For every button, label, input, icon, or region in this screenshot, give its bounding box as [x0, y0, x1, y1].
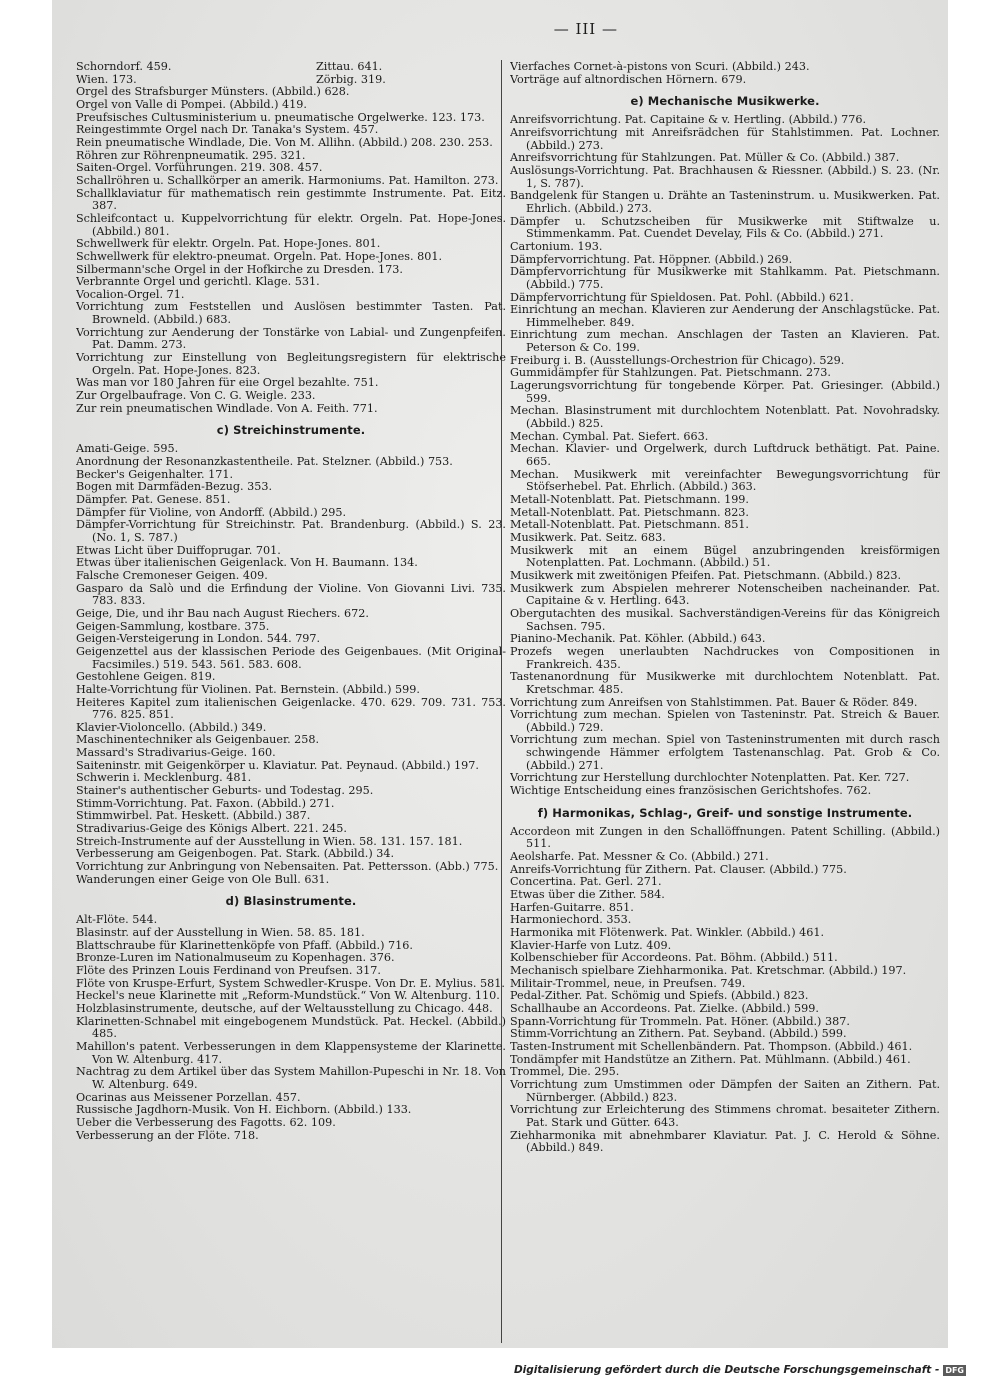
index-entry: Verbesserung am Geigenbogen. Pat. Stark. (Abbild.) 34.	[76, 847, 395, 861]
index-entry: Concertina. Pat. Gerl. 271.	[510, 875, 662, 889]
index-entry: Harmoniechord. 353.	[510, 913, 632, 927]
section-heading: e) Mechanische Musikwerke.	[630, 94, 820, 109]
index-entry: Schallklaviatur für mathematisch rein gestimmte Instrumente. Pat. Eitz. 387.	[76, 186, 506, 213]
index-entry: Etwas über die Zither. 584.	[510, 888, 665, 902]
section-heading: c) Streichinstrumente.	[216, 423, 366, 438]
scanned-page	[52, 0, 948, 1348]
index-entry: Vorrichtung zum Umstimmen oder Dämpfen der Saiten an Zithern. Pat. Nürnberger. (Abbild.) 823.	[510, 1077, 940, 1104]
index-entry: Mechanisch spielbare Ziehharmonika. Pat. Kretschmar. (Abbild.) 197.	[510, 963, 907, 977]
index-entry: Vorrichtung zum Anreifsen von Stahlstimmen. Pat. Bauer & Röder. 849.	[510, 695, 918, 709]
index-entry: Geigen-Versteigerung in London. 544. 797.	[76, 632, 321, 646]
index-entry: Stradivarius-Geige des Königs Albert. 221. 245.	[76, 822, 347, 836]
index-entry: Mechan. Cymbal. Pat. Siefert. 663.	[510, 429, 709, 443]
index-entry: Orgel von Valle di Pompei. (Abbild.) 419.	[76, 97, 307, 111]
index-entry: Bogen mit Darmfäden-Bezug. 353.	[76, 480, 273, 494]
index-entry: Bandgelenk für Stangen u. Drähte an Tasteninstrum. u. Musikwerken. Pat. Ehrlich. (Abbild.) 273.	[510, 189, 940, 215]
index-entry: Blasinstr. auf der Ausstellung in Wien. 58. 85. 181.	[76, 926, 365, 939]
index-entry: Auslösungs-Vorrichtung. Pat. Brachhausen & Riessner. (Abbild.) S. 23. (Nr. 1, S. 787).	[510, 163, 940, 190]
section-heading: d) Blasinstrumente.	[225, 894, 357, 909]
index-entry: Stainer's authentischer Geburts- und Todestag. 295.	[76, 784, 374, 798]
index-entry: Alt-Flöte. 544.	[76, 913, 158, 927]
index-entry: Halte-Vorrichtung für Violinen. Pat. Bernstein. (Abbild.) 599.	[76, 682, 420, 696]
index-entry: Mechan. Blasinstrument mit durchlochtem Notenblatt. Pat. Novohradsky. (Abbild.) 825.	[510, 404, 940, 431]
index-entry: Massard's Stradivarius-Geige. 160.	[76, 746, 276, 760]
index-entry: Zörbig. 319.	[316, 72, 386, 86]
index-entry: Vorrichtung zur Einstellung von Begleitungsregistern für elektrische Orgeln. Pat. Hope-Jones. 823.	[76, 351, 506, 377]
index-entry: Musikwerk mit an einem Bügel anzubringenden kreisförmigen Notenplatten. Pat. Lochmann. (Abbild.) 51.	[510, 543, 940, 570]
index-entry: Anreifsvorrichtung für Stahlzungen. Pat. Müller & Co. (Abbild.) 387.	[510, 151, 900, 165]
index-entry: Vorrichtung zum Feststellen und Auslösen bestimmter Tasten. Pat. Browneld. (Abbild.) 683.	[76, 300, 506, 327]
left-column	[76, 61, 506, 1331]
index-entry: Tasten-Instrument mit Schellenbändern. Pat. Thompson. (Abbild.) 461.	[510, 1039, 913, 1053]
index-entry: Rein pneumatische Windlade, Die. Von M. Allihn. (Abbild.) 208. 230. 253.	[76, 135, 493, 149]
dfg-logo: DFG	[945, 1365, 964, 1375]
index-entry: Metall-Notenblatt. Pat. Pietschmann. 851.	[510, 518, 749, 532]
index-entry: Vorrichtung zur Aenderung der Tonstärke von Labial- und Zungenpfeifen. Pat. Damm. 273.	[76, 325, 506, 352]
index-entry: Tondämpfer mit Handstütze an Zithern. Pat. Mühlmann. (Abbild.) 461.	[510, 1052, 911, 1066]
footer-credit	[514, 1364, 966, 1376]
index-entry: Dämpfer. Pat. Genese. 851.	[76, 493, 231, 506]
index-entry: Zittau. 641.	[316, 61, 383, 73]
index-entry: Silbermann'sche Orgel in der Hofkirche zu Dresden. 173.	[76, 262, 403, 276]
index-entry: Ueber die Verbesserung des Fagotts. 62. 109.	[76, 1115, 336, 1129]
index-entry: Schwellwerk für elektr. Orgeln. Pat. Hope-Jones. 801.	[76, 237, 381, 251]
index-entry: Einrichtung an mechan. Klavieren zur Aenderung der Anschlagstücke. Pat. Himmelheber. 849.	[510, 303, 940, 329]
index-entry: Dämpfervorrichtung. Pat. Höppner. (Abbild.) 269.	[510, 252, 793, 266]
index-entry: Metall-Notenblatt. Pat. Pietschmann. 199.	[510, 493, 749, 506]
index-entry: Verbesserung an der Flöte. 718.	[76, 1128, 259, 1142]
index-entry: Heiteres Kapitel zum italienischen Geigenlacke. 470. 629. 709. 731. 753. 776. 825. 851.	[76, 695, 506, 722]
index-entry: Flöte des Prinzen Louis Ferdinand von Preufsen. 317.	[76, 963, 381, 977]
index-entry: Saiteninstr. mit Geigenkörper u. Klaviatur. Pat. Peynaud. (Abbild.) 197.	[76, 758, 479, 772]
index-entry: Geigen-Sammlung, kostbare. 375.	[76, 619, 270, 633]
index-entry: Accordeon mit Zungen in den Schallöffnungen. Patent Schilling. (Abbild.) 511.	[510, 824, 940, 851]
index-entry: Harmonika mit Flötenwerk. Pat. Winkler. (Abbild.) 461.	[510, 926, 825, 939]
index-entry: Holzblasinstrumente, deutsche, auf der Weltausstellung zu Chicago. 448.	[76, 1001, 493, 1015]
index-entry: Mahillon's patent. Verbesserungen in dem Klappensysteme der Klarinette. Von W. Altenburg. 417.	[76, 1039, 506, 1066]
right-column	[510, 61, 940, 1331]
index-entry: Stimmwirbel. Pat. Heskett. (Abbild.) 387.	[76, 809, 311, 823]
index-entry: Anordnung der Resonanzkastentheile. Pat. Stelzner. (Abbild.) 753.	[76, 455, 453, 469]
index-entry: Ziehharmonika mit abnehmbarer Klaviatur. Pat. J. C. Herold & Söhne. (Abbild.) 849.	[510, 1128, 940, 1155]
index-entry: Lagerungsvorrichtung für tongebende Körper. Pat. Griesinger. (Abbild.) 599.	[510, 379, 940, 405]
section-heading: f) Harmonikas, Schlag-, Greif- und sonstige Instrumente.	[537, 805, 913, 820]
index-entry: Gasparo da Salò und die Erfindung der Violine. Von Giovanni Livi. 735. 783. 833.	[76, 581, 506, 608]
index-entry: Klavier-Harfe von Lutz. 409.	[510, 938, 672, 952]
index-entry: Schleifcontact u. Kuppelvorrichtung für elektr. Orgeln. Pat. Hope-Jones. (Abbild.) 801.	[76, 211, 506, 238]
page-number: — III —	[553, 20, 618, 38]
index-entry: Was man vor 180 Jahren für ei⁠ıe Orgel bezahlte. 751.	[76, 376, 379, 390]
index-entry: Becker's Geigenhalter. 171.	[76, 467, 234, 481]
index-entry: Amati-Geige. 595.	[76, 442, 179, 456]
index-entry: Falsche Cremoneser Geigen. 409.	[76, 568, 268, 582]
index-entry: Schallhaube an Accordeons. Pat. Zielke. (Abbild.) 599.	[510, 1001, 819, 1015]
index-entry: Musikwerk mit zweitönigen Pfeifen. Pat. Pietschmann. (Abbild.) 823.	[510, 568, 902, 582]
index-entry: Freiburg i. B. (Ausstellungs-Orchestrion für Chicago). 529.	[510, 353, 845, 367]
index-entry: Dämpfer für Violine, von Andorff. (Abbild.) 295.	[76, 505, 347, 519]
index-entry: Schwellwerk für elektro-pneumat. Orgeln. Pat. Hope-Jones. 801.	[76, 249, 443, 263]
index-entry: Wien. 173.	[76, 72, 137, 86]
index-entry: Einrichtung zum mechan. Anschlagen der Tasten an Klavieren. Pat. Peterson & Co. 199.	[510, 328, 940, 355]
index-entry: Prozefs wegen unerlaubten Nachdruckes von Compositionen in Frankreich. 435.	[510, 644, 940, 671]
index-entry: Heckel's neue Klarinette mit „Reform-Mundstück.“ Von W. Altenburg. 110.	[76, 989, 500, 1003]
index-entry: Preufsisches Cultusministerium u. pneumatische Orgelwerke. 123. 173.	[76, 110, 485, 124]
index-entry: Dämpfer-Vorrichtung für Streichinstr. Pat. Brandenburg. (Abbild.) S. 23. (No. 1, S. 787.)	[76, 518, 506, 544]
index-entry: Musikwerk zum Abspielen mehrerer Notenscheiben nacheinander. Pat. Capitaine & v. Hertling. 643.	[510, 581, 940, 608]
index-entry: Zur Orgelbaufrage. Von C. G. Weigle. 233.	[76, 389, 316, 403]
index-entry: Trommel, Die. 295.	[510, 1065, 620, 1079]
index-entry: Stimm-Vorrichtung. Pat. Faxon. (Abbild.) 271.	[76, 796, 335, 810]
index-entry: Mechan. Klavier- und Orgelwerk, durch Luftdruck bethätigt. Pat. Paine. 665.	[510, 442, 940, 469]
index-entry: Verbrannte Orgel und gerichtl. Klage. 531.	[76, 275, 320, 289]
index-entry: Geige, Die, und ihr Bau nach August Riechers. 672.	[76, 606, 369, 620]
index-entry: Ocarinas aus Meissener Porzellan. 457.	[76, 1090, 301, 1104]
index-entry: Wanderungen einer Geige von Ole Bull. 631.	[76, 872, 330, 886]
index-entry: Anreifsvorrichtung mit Anreifsrädchen für Stahlstimmen. Pat. Lochner. (Abbild.) 273.	[510, 125, 940, 152]
index-entry: Pedal-Zither. Pat. Schömig und Spiefs. (Abbild.) 823.	[510, 989, 809, 1003]
index-entry: Gummidämpfer für Stahlzungen. Pat. Pietschmann. 273.	[510, 366, 831, 380]
index-entry: Anreifs-Vorrichtung für Zithern. Pat. Clauser. (Abbild.) 775.	[510, 862, 847, 876]
index-entry: Vorrichtung zum mechan. Spielen von Tasteninstr. Pat. Streich & Bauer. (Abbild.) 729.	[510, 708, 940, 734]
index-entry: Zur rein pneumatischen Windlade. Von A. Feith. 771.	[76, 401, 378, 415]
index-entry: Vorrichtung zur Erleichterung des Stimmens chromat. besaiteter Zithern. Pat. Stark und Gütter. 643.	[510, 1103, 940, 1129]
index-entry: Stimm-Vorrichtung an Zithern. Pat. Seyband. (Abbild.) 599.	[510, 1027, 847, 1041]
index-entry: Wichtige Entscheidung eines französischen Gerichtshofes. 762.	[510, 784, 872, 798]
index-entry: Dämpfer u. Schutzscheiben für Musikwerke mit Stiftwalze u. Stimmenkamm. Pat. Cuendet Develay, Fils & Co. (Abbild.) 271.	[510, 214, 940, 241]
index-entry: Metall-Notenblatt. Pat. Pietschmann. 823.	[510, 505, 749, 519]
index-entry: Musikwerk. Pat. Seitz. 683.	[510, 530, 666, 544]
index-entry: Klarinetten-Schnabel mit eingebogenem Mundstück. Pat. Heckel. (Abbild.) 485.	[76, 1014, 506, 1041]
index-entry: Orgel des Strafsburger Münsters. (Abbild.) 628.	[76, 85, 350, 99]
index-entry: Mechan. Musikwerk mit vereinfachter Bewegungsvorrichtung für Stöfserhebel. Pat. Ehrlich. (Abbild.) 363.	[510, 467, 940, 494]
index-entry: Maschinentechniker als Geigenbauer. 258.	[76, 733, 320, 747]
index-entry-pair	[76, 61, 506, 74]
index-entry: Obergutachten des musikal. Sachverständigen-Vereins für das Königreich Sachsen. 795.	[510, 606, 940, 633]
index-entry: Vorrichtung zum mechan. Spiel von Tasteninstrumenten mit durch rasch schwingende Hämmer erfolgtem Tastenanschlag. Pat. Grob & Co. (Abbild.) 271.	[510, 733, 940, 772]
index-entry: Flöte von Kruspe-Erfurt, System Schwedler-Kruspe. Von Dr. E. Mylius. 581.	[76, 976, 505, 990]
index-entry: Saiten-Orgel. Vorführungen. 219. 308. 457.	[76, 161, 323, 175]
index-entry: Dämpfervorrichtung für Musikwerke mit Stahlkamm. Pat. Pietschmann. (Abbild.) 775.	[510, 265, 940, 291]
index-entry: Russische Jagdhorn-Musik. Von H. Eichborn. (Abbild.) 133.	[76, 1103, 412, 1117]
index-entry: Nachtrag zu dem Artikel über das System Mahillon-Pupeschi in Nr. 18. Von W. Altenburg. 649.	[76, 1065, 506, 1091]
index-entry: Etwas Licht über Duiffoprugar. 701.	[76, 543, 281, 557]
index-entry: Spann-Vorrichtung für Trommeln. Pat. Höner. (Abbild.) 387.	[510, 1014, 850, 1028]
index-entry: Reingestimmte Orgel nach Dr. Tanaka's System. 457.	[76, 123, 379, 137]
index-entry: Bronze-Luren im Nationalmuseum zu Kopenhagen. 376.	[76, 951, 395, 965]
index-entry: Anreifsvorrichtung. Pat. Capitaine & v. Hertling. (Abbild.) 776.	[510, 113, 867, 127]
index-entry: Pianino-Mechanik. Pat. Köhler. (Abbild.) 643.	[510, 632, 766, 646]
index-entry: Tastenanordnung für Musikwerke mit durchlochtem Notenblatt. Pat. Kretschmar. 485.	[510, 670, 940, 696]
index-entry: Vorrichtung zur Anbringung von Nebensaiten. Pat. Pettersson. (Abb.) 775.	[76, 860, 499, 874]
index-entry: Schallröhren u. Schallkörper an amerik. Harmoniums. Pat. Hamilton. 273.	[76, 173, 499, 187]
index-entry: Kolbenschieber für Accordeons. Pat. Böhm. (Abbild.) 511.	[510, 951, 838, 965]
index-entry: Geigenzettel aus der klassischen Periode des Geigenbaues. (Mit Original-Facsimiles.) 519. 543. 561. 583. 608.	[76, 644, 506, 671]
index-entry: Harfen-Guitarre. 851.	[510, 900, 634, 914]
index-entry: Etwas über italienischen Geigenlack. Von H. Baumann. 134.	[76, 556, 418, 570]
index-entry: Streich-Instrumente auf der Ausstellung in Wien. 58. 131. 157. 181.	[76, 834, 463, 848]
index-entry: Vorträge auf altnordischen Hörnern. 679.	[510, 72, 747, 86]
index-entry: Klavier-Violoncello. (Abbild.) 349.	[76, 720, 267, 734]
index-entry: Schorndorf. 459.	[76, 61, 172, 73]
index-entry: Vocalion-Orgel. 71.	[76, 287, 185, 301]
index-entry: Militair-Trommel, neue, in Preufsen. 749.	[510, 976, 746, 990]
index-entry: Cartonium. 193.	[510, 239, 603, 253]
index-entry: Dämpfervorrichtung für Spieldosen. Pat. Pohl. (Abbild.) 621.	[510, 290, 854, 304]
footer-text: Digitalisierung gefördert durch die Deutsche Forschungsgemeinschaft -	[513, 1364, 940, 1376]
index-entry: Aeolsharfe. Pat. Messner & Co. (Abbild.) 271.	[510, 850, 769, 864]
index-entry: Blattschraube für Klarinettenköpfe von Pfaff. (Abbild.) 716.	[76, 938, 413, 952]
index-entry: Gestohlene Geigen. 819.	[76, 670, 216, 684]
index-entry: Vierfaches Cornet-à-pistons von Scuri. (Abbild.) 243.	[510, 61, 810, 73]
index-entry: Schwerin i. Mecklenburg. 481.	[76, 771, 252, 785]
index-entry: Vorrichtung zur Herstellung durchlochter Notenplatten. Pat. Ker. 727.	[510, 771, 910, 785]
index-entry: Röhren zur Röhrenpneumatik. 295. 321.	[76, 148, 306, 162]
